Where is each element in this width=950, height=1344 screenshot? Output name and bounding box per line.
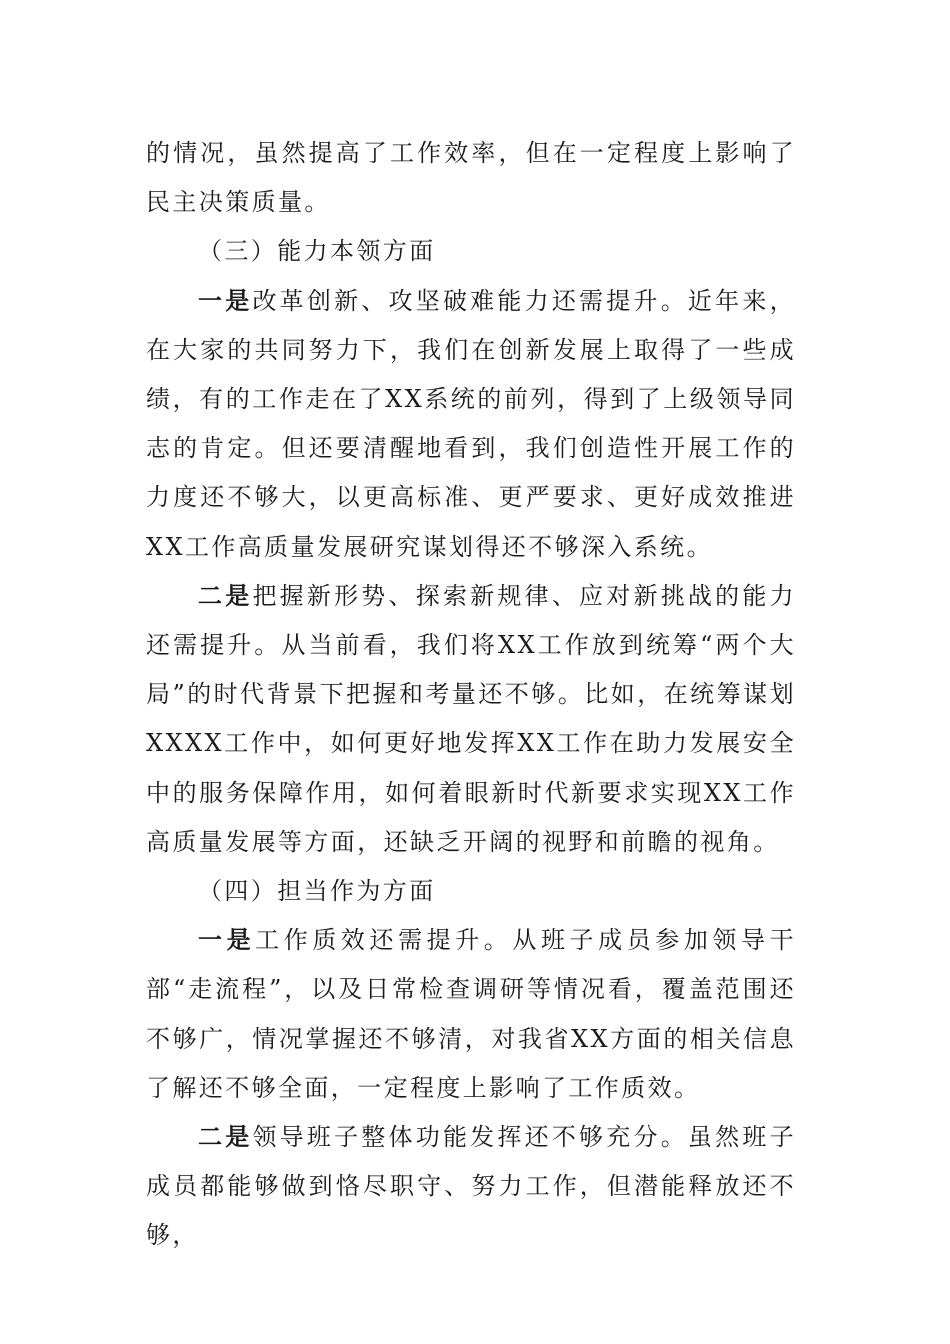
- paragraph-ability-1: [146, 277, 796, 572]
- paragraph-ability-2: [146, 572, 796, 867]
- paragraph-text: 把握新形势、探索新规律、应对新挑战的能力还需提升。从当前看，我们将XX工作放到统筹“两个大局”的时代背景下把握和考量还不够。比如，在统筹谋划XXXX工作中，如何更好地发挥XX工作在助力发展安全中的服务保障作用，如何着眼新时代新要求实现XX工作高质量发展等方面，还缺乏开阔的视野和前瞻的视角。: [146, 581, 796, 856]
- paragraph-lead: 一是: [198, 926, 256, 955]
- section-heading-ability: （三）能力本领方面: [198, 237, 436, 266]
- paragraph-lead: 一是: [198, 286, 253, 315]
- paragraph-text: 改革创新、攻坚破难能力还需提升。近年来，在大家的共同努力下，我们在创新发展上取得了一些成绩，有的工作走在了XX系统的前列，得到了上级领导同志的肯定。但还要清醒地看到，我们创造性开展工作的力度还不够大，以更高标准、更严要求、更好成效推进XX工作高质量发展研究谋划得还不够深入系统。: [146, 286, 796, 561]
- continuation-paragraph: 的情况，虽然提高了工作效率，但在一定程度上影响了民主决策质量。: [146, 139, 796, 217]
- paragraph-lead: 二是: [198, 1123, 253, 1152]
- paragraph-text: 工作质效还需提升。从班子成员参加领导干部“走流程”，以及日常检查调研等情况看，覆盖范围还不够广，情况掌握还不够清，对我省XX方面的相关信息了解还不够全面，一定程度上影响了工作质效。: [146, 926, 796, 1102]
- paragraph-lead: 二是: [198, 581, 253, 610]
- paragraph-responsibility-2: [146, 1113, 796, 1261]
- document-body: [146, 129, 796, 1261]
- paragraph-text: 领导班子整体功能发挥还不够充分。虽然班子成员都能够做到恪尽职守、努力工作，但潜能释放还不够，: [146, 1123, 796, 1250]
- section-heading-responsibility: （四）担当作为方面: [198, 877, 436, 906]
- paragraph-responsibility-1: [146, 916, 796, 1113]
